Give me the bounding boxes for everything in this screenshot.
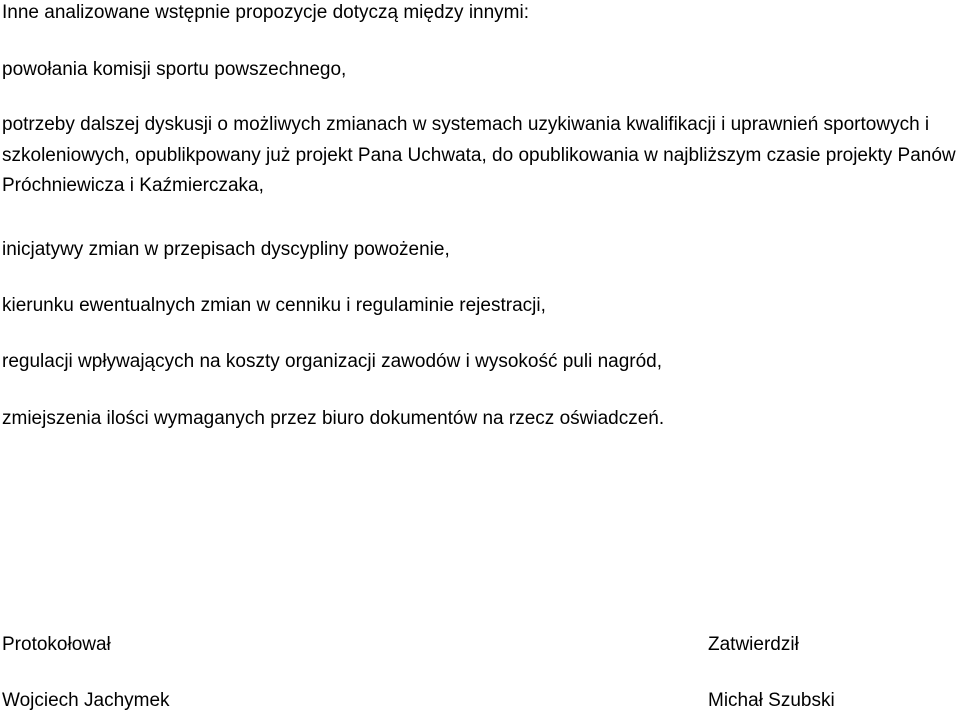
list-item: powołania komisji sportu powszechnego, <box>2 59 347 80</box>
signature-left-name: Wojciech Jachymek <box>2 690 170 711</box>
list-item: potrzeby dalszej dyskusji o możliwych zmianach w systemach uzykiwania kwalifikacji i uprawnień sportowych i szkoleniowych, opublikpowany już projekt Pana Uchwata, do opublikowania w najbliższym czasie projekty Panów Próchniewicza i Kaźmierczaka, <box>2 114 956 196</box>
signature-right-name: Michał Szubski <box>708 690 835 711</box>
list-item: zmiejszenia ilości wymaganych przez biuro dokumentów na rzecz oświadczeń. <box>2 408 665 429</box>
intro-text: Inne analizowane wstępnie propozycje dotyczą między innymi: <box>2 2 529 23</box>
signature-left-role: Protokołował <box>2 634 111 655</box>
list-item: kierunku ewentualnych zmian w cenniku i regulaminie rejestracji, <box>2 295 546 316</box>
list-item: regulacji wpływających na koszty organizacji zawodów i wysokość puli nagród, <box>2 351 663 372</box>
signature-right-role: Zatwierdził <box>708 634 799 655</box>
list-item: inicjatywy zmian w przepisach dyscypliny powożenie, <box>2 239 450 260</box>
